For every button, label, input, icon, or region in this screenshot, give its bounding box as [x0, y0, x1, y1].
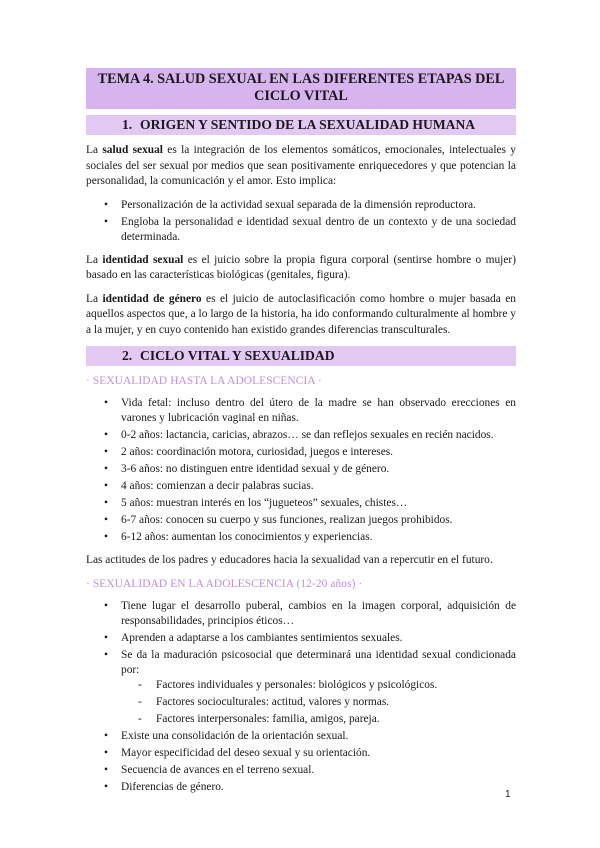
bullet-icon: • [104, 446, 108, 458]
dash-icon: - [138, 712, 142, 725]
section-2-heading [86, 346, 516, 366]
bullet-icon: • [104, 215, 108, 228]
title-line-1: TEMA 4. SALUD SEXUAL EN LAS DIFERENTES ETAPAS DEL [97, 71, 505, 87]
bullet-icon: • [104, 429, 108, 441]
bullet-icon: • [104, 763, 108, 776]
list-item: • Vida fetal: incluso dentro del útero de la madre se han observado erecciones en varones y lubricación vaginal en niñas. [104, 397, 516, 424]
bullet-icon: • [104, 514, 108, 526]
list-item: • 0-2 años: lactancia, caricias, abrazos… se dan reflejos sexuales en recién nacidos. [104, 429, 494, 441]
section-1-heading [86, 115, 516, 135]
bullet-icon: • [104, 780, 108, 793]
list-item: • Diferencias de género. [104, 780, 224, 793]
dash-icon: - [138, 695, 142, 708]
sublist-item: - Factores individuales y personales: biológicos y psicológicos. [138, 678, 438, 691]
subheading-en-adolescencia: · SEXUALIDAD EN LA ADOLESCENCIA (12-20 años) · [86, 577, 363, 590]
factores-sublist [121, 678, 516, 727]
bullet-icon: • [104, 397, 108, 409]
subheading-hasta-adolescencia: · SEXUALIDAD HASTA LA ADOLESCENCIA · [86, 375, 322, 387]
document-title [86, 68, 516, 109]
bullet-icon: • [104, 463, 108, 475]
identidad-genero-paragraph: La identidad de género es el juicio de autoclasificación como hombre o mujer basada en aquellos aspectos que, a lo largo de la historia, ha ido conformando culturalmente al hombre y a la mujer, y en cuyo contenido han existido grandes diferencias transculturales. [86, 292, 516, 336]
list-item: • Personalización de la actividad sexual separada de la dimensión reproductora. [104, 198, 476, 211]
bullet-icon: • [104, 746, 108, 759]
actitudes-paragraph: Las actitudes de los padres y educadores hacia la sexualidad van a repercutir en el futuro. [86, 554, 493, 566]
page-number: 1 [505, 789, 511, 800]
list-item: • 4 años: comienzan a decir palabras sucias. [104, 480, 314, 492]
section-2-title: CICLO VITAL Y SEXUALIDAD [140, 348, 335, 363]
salud-sexual-list [86, 198, 516, 245]
bullet-icon: • [104, 631, 108, 644]
term-identidad-genero: identidad de género [102, 292, 202, 305]
list-item: • Secuencia de avances en el terreno sexual. [104, 763, 315, 776]
document-page [86, 68, 516, 803]
section-1-number: 1. [122, 117, 133, 132]
sublist-item: - Factores interpersonales: familia, amigos, pareja. [138, 712, 380, 725]
list-item: • 6-12 años: aumentan los conocimientos y experiencias. [104, 531, 373, 543]
bullet-icon: • [104, 648, 108, 661]
list-item: • 6-7 años: conocen su cuerpo y sus funciones, realizan juegos prohibidos. [104, 514, 453, 526]
identidad-sexual-paragraph: La identidad sexual es el juicio sobre la propia figura corporal (sentirse hombre o mujer) basado en las características biológicas (genitales, figura). [86, 253, 516, 281]
list-item: • 2 años: coordinación motora, curiosidad, juegos e intereses. [104, 446, 394, 458]
list-item: • Aprenden a adaptarse a los cambiantes sentimientos sexuales. [104, 631, 403, 644]
sublist-item: - Factores socioculturales: actitud, valores y normas. [138, 695, 390, 708]
list-item: • Engloba la personalidad e identidad sexual dentro de un contexto y de una sociedad determinada. [104, 215, 516, 243]
list-item: • Mayor especificidad del deseo sexual y su orientación. [104, 746, 371, 759]
en-adolescencia-list [86, 599, 516, 795]
section-1-title: ORIGEN Y SENTIDO DE LA SEXUALIDAD HUMANA [140, 117, 476, 132]
bullet-icon: • [104, 531, 108, 543]
bullet-icon: • [104, 198, 108, 211]
bullet-icon: • [104, 599, 108, 612]
bullet-icon: • [104, 497, 108, 509]
list-item: • Tiene lugar el desarrollo puberal, cambios en la imagen corporal, adquisición de responsabilidades, principios éticos… [104, 599, 516, 627]
bullet-icon: • [104, 480, 108, 492]
list-item: • 5 años: muestran interés en los “jugueteos” sexuales, chistes… [104, 497, 408, 509]
bullet-icon: • [104, 729, 108, 742]
list-item: • 3-6 años: no distinguen entre identidad sexual y de género. [104, 463, 390, 475]
term-salud-sexual: salud sexual [102, 144, 163, 156]
list-item: • Se da la maduración psicosocial que determinará una identidad sexual condicionada por: - Factores individuales y personales: biológicos y psicológicos. - Factores socioculturales: actitud, valores y normas. - Factores interpersonales: familia, amigos, pareja. [104, 648, 516, 725]
dash-icon: - [138, 678, 142, 691]
salud-sexual-paragraph: La salud sexual es la integración de los elementos somáticos, emocionales, intelectuales y sociales del ser sexual por medios que sean positivamente enriquecedores y que potencian la personalidad, la comunicación y el amor. Esto implica: [86, 144, 516, 187]
list-item: • Existe una consolidación de la orientación sexual. [104, 729, 349, 742]
section-2-number: 2. [122, 348, 133, 363]
title-line-2: CICLO VITAL [254, 88, 348, 104]
term-identidad-sexual: identidad sexual [102, 253, 184, 266]
hasta-adolescencia-list [86, 396, 516, 545]
